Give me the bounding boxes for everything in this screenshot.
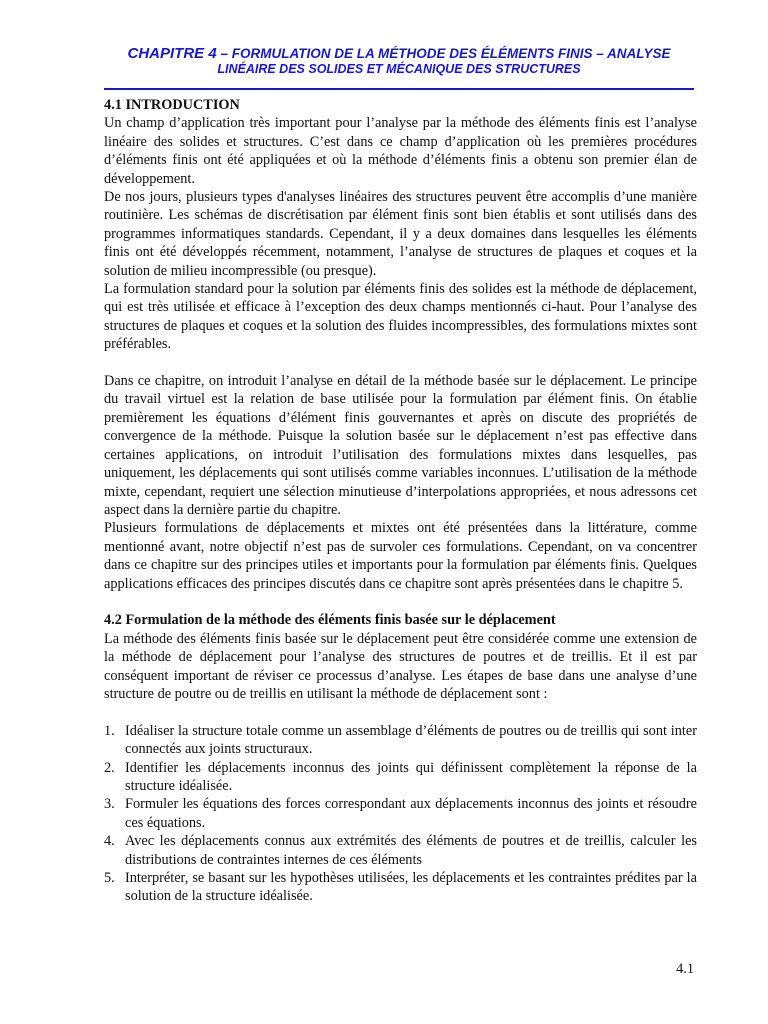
list-item [104,795,697,832]
list-item-text: Formuler les équations des forces correspondant aux déplacements inconnus des joints et résoudre ces équations. [125,796,697,831]
header-rule [104,88,694,90]
chapter-header-line2 [104,62,694,77]
list-item [104,722,697,759]
paragraph: Plusieurs formulations de déplacements et mixtes ont été présentées dans la littérature, comme mentionné avant, notre objectif n’est pas de survoler ces formulations. Cependant, on va concentrer dans ce chapitre sur des principes utiles et importants pour la formulation par éléments finis. Quelques applications efficaces des principes discutés dans ce chapitre sont après présentées dans le chapitre 5. [104,520,697,592]
list-item-number: 5. [104,870,115,887]
section-heading-introduction: 4.1 INTRODUCTION [104,97,240,113]
paragraph-spacer [104,593,697,611]
list-item [104,832,697,869]
paragraph: De nos jours, plusieurs types d'analyses linéaires des structures peuvent être accomplis d’une manière routinière. Les schémas de discrétisation par élément finis sont bien établis et sont utilisés dans des programmes informatiques standards. Cependant, il y a deux domaines dans lesquelles les éléments finis ont été développés récemment, notamment, l’analyse de structures de plaques et coques et la solution de milieu incompressible (ou presque). [104,189,697,279]
paragraph: Dans ce chapitre, on introduit l’analyse en détail de la méthode basée sur le déplacement. Le principe du travail virtuel est la relation de base utilisée pour la formulation par élément finis. On établie premièrement les équations d’élément finis gouvernantes et après on discute des propriétés de convergence de la méthode. Puisque la solution basée sur le déplacement n’est pas effective dans certaines applications, on introduit l’utilisation des formulations mixtes dans lesquelles, pas uniquement, les déplacements qui sont utilisés comme variables inconnues. L’utilisation de la méthode mixte, cependant, requiert une sélection minutieuse d’interpolations appropriées, et nous adressons cet aspect dans la dernière partie du chapitre. [104,373,697,518]
steps-list [104,722,697,906]
paragraph-spacer [104,703,697,721]
paragraph: Un champ d’application très important pour l’analyse par la méthode des éléments finis est l’analyse linéaire des solides et structures. C’est dans ce champ d’application où les premières procédures d’éléments finis ont été appliquées et où la méthode d’éléments finis a obtenu son premier élan de développement. [104,115,697,187]
paragraph-spacer [104,354,697,372]
list-item [104,759,697,796]
chapter-number: CHAPITRE 4 [127,45,217,62]
chapter-title-line2: LINÉAIRE DES SOLIDES ET MÉCANIQUE DES STRUCTURES [217,62,581,76]
list-item-number: 3. [104,796,115,813]
paragraph: La méthode des éléments finis basée sur le déplacement peut être considérée comme une extension de la méthode de déplacement pour l’analyse des structures de poutres et de treillis. Et il est par conséquent important de réviser ce processus d’analyse. Les étapes de base dans une analyse d’une structure de poutre ou de treillis en utilisant la méthode de déplacement sont : [104,630,697,702]
list-item-text: Identifier les déplacements inconnus des joints qui définissent complètement la réponse de la structure idéalisée. [125,759,697,794]
list-item-text: Idéaliser la structure totale comme un assemblage d’éléments de poutres ou de treillis qui sont inter connectés aux joints structuraux. [125,722,697,758]
list-item [104,869,697,906]
page-body [104,96,697,906]
page-number: 4.1 [676,961,694,977]
list-item-text: Interpréter, se basant sur les hypothèses utilisées, les déplacements et les contraintes prédites par la solution de la structure idéalisée. [125,870,697,905]
list-item-number: 1. [104,722,115,739]
list-item-text: Avec les déplacements connus aux extrémités des éléments de poutres et de treillis, calculer les distributions de contraintes internes de ces éléments [125,833,697,868]
list-item-number: 2. [104,759,115,776]
chapter-title-line1: – FORMULATION DE LA MÉTHODE DES ÉLÉMENTS FINIS – ANALYSE [216,46,671,61]
list-item-number: 4. [104,833,115,850]
paragraph: La formulation standard pour la solution par éléments finis des solides est la méthode de déplacement, qui est très utilisée et efficace à l’exception des deux champs mentionnés ci-haut. Pour l’analyse des structures de plaques et coques et la solution des fluides incompressibles, des formulations mixtes sont préférables. [104,281,697,353]
chapter-header [104,45,694,77]
section-heading-formulation: 4.2 Formulation de la méthode des éléments finis basée sur le déplacement [104,612,556,629]
chapter-header-line1 [104,45,694,62]
